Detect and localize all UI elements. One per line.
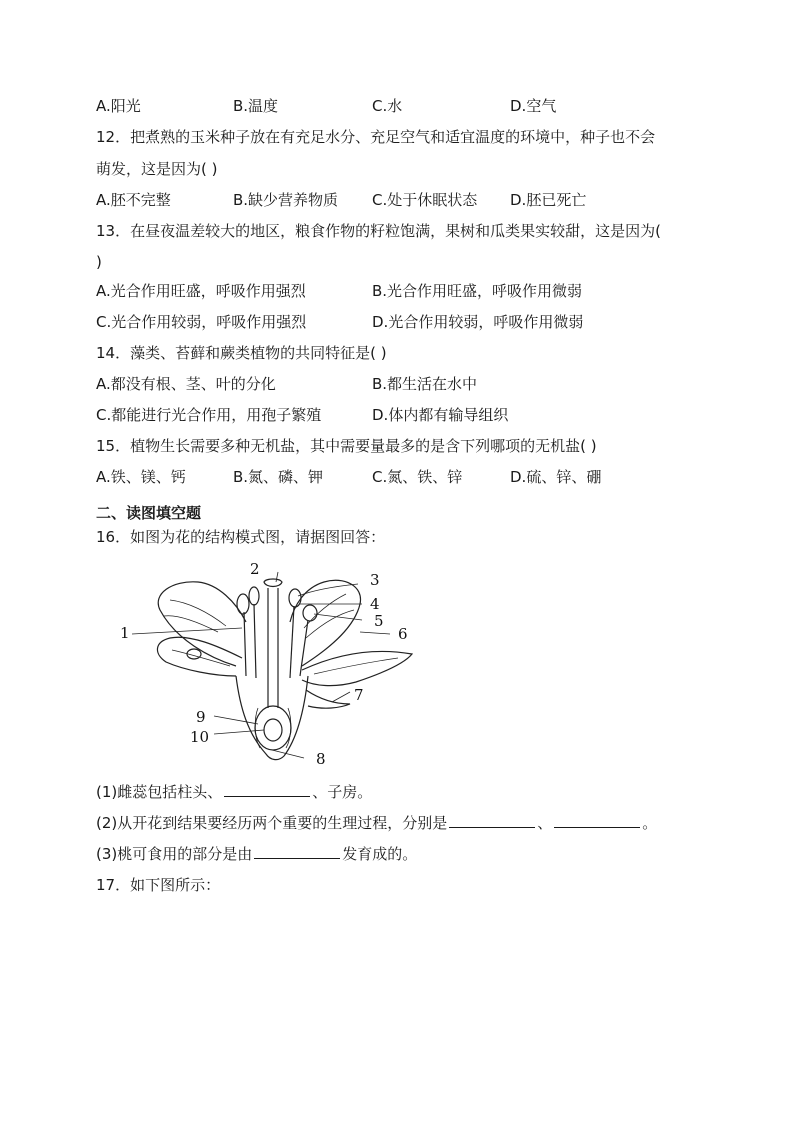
q16-sub2-blank-1[interactable] (449, 813, 535, 828)
diagram-label-10: 10 (190, 728, 210, 746)
q14-option-c: C.都能进行光合作用，用孢子繁殖 (96, 406, 322, 424)
q15-option-b: B.氮、磷、钾 (233, 468, 324, 486)
q16-stem: 16．如图为花的结构模式图，请据图回答： (96, 528, 386, 546)
q14-option-a: A.都没有根、茎、叶的分化 (96, 375, 276, 393)
q14-stem: 14．藻类、苔藓和蕨类植物的共同特征是( ) (96, 344, 387, 362)
q13-option-b: B.光合作用旺盛，呼吸作用微弱 (372, 282, 583, 300)
q14-option-d: D.体内都有输导组织 (372, 406, 509, 424)
q12-stem-line2: 萌发，这是因为( ) (96, 160, 218, 178)
q12-stem-line1: 12．把煮熟的玉米种子放在有充足水分、充足空气和适宜温度的环境中，种子也不会 (96, 128, 656, 146)
q14-option-b: B.都生活在水中 (372, 375, 478, 393)
q16-sub1-blank[interactable] (224, 782, 310, 797)
anther-2 (249, 587, 259, 605)
diagram-label-7: 7 (354, 686, 364, 704)
diagram-label-2: 2 (250, 560, 260, 578)
diagram-label-3: 3 (370, 571, 380, 589)
q13-stem-line2: ) (96, 253, 102, 271)
q12-option-a: A.胚不完整 (96, 191, 171, 209)
q13-option-c: C.光合作用较弱，呼吸作用强烈 (96, 313, 307, 331)
q15-option-d: D.硫、锌、硼 (510, 468, 602, 486)
diagram-label-8: 8 (316, 750, 326, 768)
q16-sub2-text-before: (2)从开花到结果要经历两个重要的生理过程，分别是 (96, 814, 448, 832)
q16-sub2-separator: 、 (537, 814, 553, 832)
q16-sub3-blank[interactable] (254, 844, 340, 859)
section-heading: 二、读图填空题 (96, 504, 202, 522)
q12-option-b: B.缺少营养物质 (233, 191, 339, 209)
q16-sub1-text-before: (1)雌蕊包括柱头、 (96, 783, 223, 801)
anther-1 (237, 594, 249, 614)
q16-sub3 (96, 844, 417, 864)
q16-sub3-text-after: 发育成的。 (342, 845, 418, 863)
receptacle-shape (236, 676, 308, 760)
q15-option-a: A.铁、镁、钙 (96, 468, 186, 486)
q13-option-a: A.光合作用旺盛，呼吸作用强烈 (96, 282, 306, 300)
anther-4 (303, 605, 317, 621)
q15-option-c: C.氮、铁、锌 (372, 468, 463, 486)
q16-sub2-blank-2[interactable] (554, 813, 640, 828)
q11-option-a: A.阳光 (96, 97, 141, 115)
filament-2 (254, 604, 256, 678)
diagram-label-1: 1 (120, 624, 130, 642)
q15-stem: 15．植物生长需要多种无机盐，其中需要量最多的是含下列哪项的无机盐( ) (96, 437, 597, 455)
ovule-shape (264, 719, 282, 741)
sepal-shape (306, 690, 350, 708)
q12-option-d: D.胚已死亡 (510, 191, 587, 209)
q12-option-c: C.处于休眠状态 (372, 191, 478, 209)
anther-3 (289, 589, 301, 607)
q16-sub3-text-before: (3)桃可食用的部分是由 (96, 845, 253, 863)
ovary-shape (255, 706, 291, 750)
q13-option-d: D.光合作用较弱，呼吸作用微弱 (372, 313, 584, 331)
q11-option-c: C.水 (372, 97, 403, 115)
q11-option-d: D.空气 (510, 97, 557, 115)
stigma-shape (264, 579, 282, 587)
q17-stem: 17．如下图所示： (96, 876, 221, 894)
q16-sub1-text-after: 、子房。 (312, 783, 373, 801)
q13-stem-line1: 13．在昼夜温差较大的地区，粮食作物的籽粒饱满，果树和瓜类果实较甜，这是因为( (96, 222, 661, 240)
q16-sub1 (96, 782, 372, 802)
q16-sub2-text-after: 。 (642, 814, 658, 832)
diagram-label-9: 9 (196, 708, 206, 726)
q16-sub2 (96, 813, 657, 833)
style-shape (268, 588, 278, 708)
diagram-label-4: 4 (370, 595, 380, 613)
diagram-label-6: 6 (398, 625, 408, 643)
right-drooping-petal-shape (302, 651, 412, 685)
q11-option-b: B.温度 (233, 97, 279, 115)
flower-structure-diagram (118, 558, 424, 774)
diagram-label-5: 5 (374, 612, 384, 630)
